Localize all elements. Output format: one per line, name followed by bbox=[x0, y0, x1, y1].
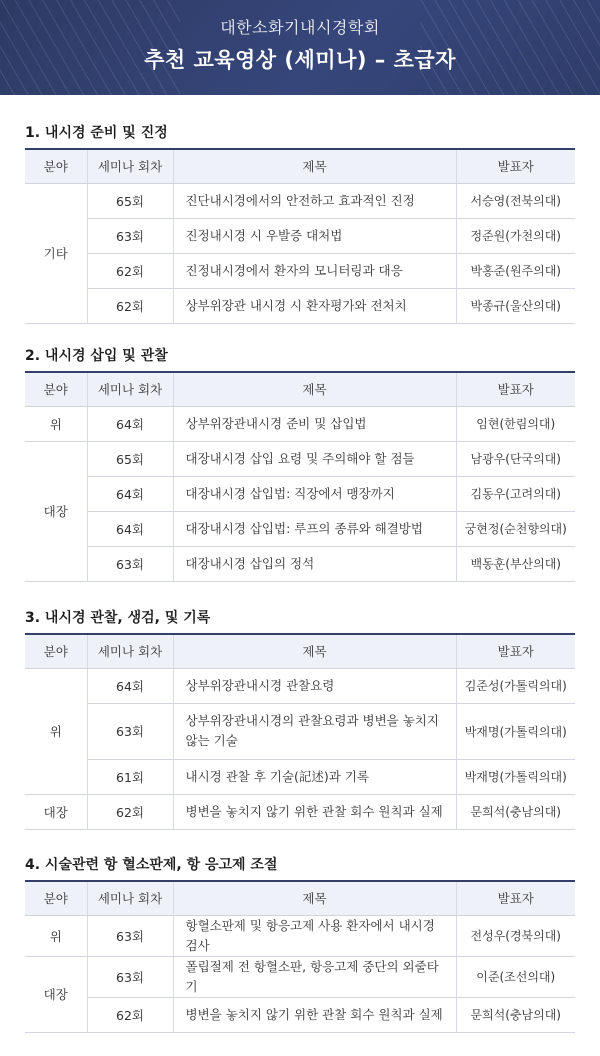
session-cell: 63회 bbox=[87, 915, 173, 956]
column-header-title: 제목 bbox=[173, 149, 456, 183]
field-cell: 기타 bbox=[25, 183, 87, 323]
session-cell: 62회 bbox=[87, 997, 173, 1032]
column-header-presenter: 발표자 bbox=[456, 634, 575, 668]
table-row bbox=[25, 546, 575, 581]
column-header-session: 세미나 회차 bbox=[87, 149, 173, 183]
page-header bbox=[0, 0, 600, 95]
column-header-session: 세미나 회차 bbox=[87, 634, 173, 668]
session-cell: 63회 bbox=[87, 218, 173, 253]
table-header-row bbox=[25, 881, 575, 915]
table-row bbox=[25, 406, 575, 441]
session-cell: 63회 bbox=[87, 703, 173, 759]
page-title: 추천 교육영상 (세미나) – 초급자 bbox=[144, 48, 456, 72]
column-header-field: 분야 bbox=[25, 634, 87, 668]
presenter-cell: 문희석(충남의대) bbox=[456, 794, 575, 829]
table-row bbox=[25, 794, 575, 829]
session-cell: 63회 bbox=[87, 546, 173, 581]
section-title: 2. 내시경 삽입 및 관찰 bbox=[25, 348, 168, 364]
table-row bbox=[25, 668, 575, 703]
table-row bbox=[25, 759, 575, 794]
session-cell: 65회 bbox=[87, 441, 173, 476]
presenter-cell: 문희석(충남의대) bbox=[456, 997, 575, 1032]
table-row bbox=[25, 997, 575, 1032]
presenter-cell: 김동우(고려의대) bbox=[456, 476, 575, 511]
session-cell: 61회 bbox=[87, 759, 173, 794]
column-header-field: 분야 bbox=[25, 149, 87, 183]
title-cell: 항혈소판제 및 항응고제 사용 환자에서 내시경 검사 bbox=[173, 915, 456, 956]
title-cell: 상부위장관내시경 관찰요령 bbox=[173, 668, 456, 703]
field-cell: 위 bbox=[25, 915, 87, 956]
title-cell: 진정내시경 시 우발증 대처법 bbox=[173, 218, 456, 253]
presenter-cell: 박재명(가톨릭의대) bbox=[456, 759, 575, 794]
table-row bbox=[25, 441, 575, 476]
column-header-presenter: 발표자 bbox=[456, 372, 575, 406]
column-header-session: 세미나 회차 bbox=[87, 881, 173, 915]
presenter-cell: 박홍준(원주의대) bbox=[456, 253, 575, 288]
session-cell: 62회 bbox=[87, 794, 173, 829]
presenter-cell: 정준원(가천의대) bbox=[456, 218, 575, 253]
title-cell: 대장내시경 삽입법: 루프의 종류와 해결방법 bbox=[173, 511, 456, 546]
title-cell: 폴립절제 전 항혈소판, 항응고제 중단의 외줄타기 bbox=[173, 956, 456, 997]
table-row bbox=[25, 956, 575, 997]
presenter-cell: 이준(조선의대) bbox=[456, 956, 575, 997]
table-header-row bbox=[25, 634, 575, 668]
field-cell: 위 bbox=[25, 406, 87, 441]
section-title: 4. 시술관련 항 혈소판제, 항 응고제 조절 bbox=[25, 857, 278, 873]
column-header-title: 제목 bbox=[173, 634, 456, 668]
table-header-row bbox=[25, 149, 575, 183]
session-cell: 64회 bbox=[87, 511, 173, 546]
column-header-presenter: 발표자 bbox=[456, 149, 575, 183]
field-cell: 대장 bbox=[25, 794, 87, 829]
seminar-table bbox=[25, 148, 575, 324]
section-title: 1. 내시경 준비 및 진정 bbox=[25, 125, 168, 141]
column-header-field: 분야 bbox=[25, 372, 87, 406]
table-row bbox=[25, 511, 575, 546]
field-cell: 대장 bbox=[25, 441, 87, 581]
table-row bbox=[25, 915, 575, 956]
presenter-cell: 전성우(경북의대) bbox=[456, 915, 575, 956]
title-cell: 대장내시경 삽입의 정석 bbox=[173, 546, 456, 581]
title-cell: 대장내시경 삽입 요령 및 주의해야 할 점들 bbox=[173, 441, 456, 476]
column-header-title: 제목 bbox=[173, 881, 456, 915]
table-row bbox=[25, 288, 575, 323]
table-row bbox=[25, 183, 575, 218]
session-cell: 62회 bbox=[87, 288, 173, 323]
title-cell: 대장내시경 삽입법: 직장에서 맹장까지 bbox=[173, 476, 456, 511]
table-row bbox=[25, 218, 575, 253]
field-cell: 위 bbox=[25, 668, 87, 794]
table-header-row bbox=[25, 372, 575, 406]
field-cell: 대장 bbox=[25, 956, 87, 1032]
session-cell: 65회 bbox=[87, 183, 173, 218]
presenter-cell: 남광우(단국의대) bbox=[456, 441, 575, 476]
title-cell: 진단내시경에서의 안전하고 효과적인 진정 bbox=[173, 183, 456, 218]
title-cell: 진정내시경에서 환자의 모니터링과 대응 bbox=[173, 253, 456, 288]
title-cell: 내시경 관찰 후 기술(記述)과 기록 bbox=[173, 759, 456, 794]
section-title: 3. 내시경 관찰, 생검, 및 기록 bbox=[25, 610, 211, 626]
title-cell: 상부위장관내시경의 관찰요령과 병변을 놓치지 않는 기술 bbox=[173, 703, 456, 759]
title-cell: 병변을 놓치지 않기 위한 관찰 회수 원칙과 실제 bbox=[173, 794, 456, 829]
session-cell: 64회 bbox=[87, 476, 173, 511]
session-cell: 63회 bbox=[87, 956, 173, 997]
presenter-cell: 김준성(가톨릭의대) bbox=[456, 668, 575, 703]
presenter-cell: 서승영(전북의대) bbox=[456, 183, 575, 218]
seminar-table bbox=[25, 371, 575, 582]
title-cell: 상부위장관내시경 준비 및 삽입법 bbox=[173, 406, 456, 441]
session-cell: 64회 bbox=[87, 668, 173, 703]
organization-name: 대한소화기내시경학회 bbox=[220, 18, 380, 37]
presenter-cell: 백동훈(부산의대) bbox=[456, 546, 575, 581]
presenter-cell: 임현(한림의대) bbox=[456, 406, 575, 441]
column-header-title: 제목 bbox=[173, 372, 456, 406]
table-row bbox=[25, 703, 575, 759]
session-cell: 64회 bbox=[87, 406, 173, 441]
column-header-session: 세미나 회차 bbox=[87, 372, 173, 406]
seminar-table bbox=[25, 880, 575, 1033]
column-header-field: 분야 bbox=[25, 881, 87, 915]
table-row bbox=[25, 253, 575, 288]
session-cell: 62회 bbox=[87, 253, 173, 288]
title-cell: 병변을 놓치지 않기 위한 관찰 회수 원칙과 실제 bbox=[173, 997, 456, 1032]
title-cell: 상부위장관 내시경 시 환자평가와 전처치 bbox=[173, 288, 456, 323]
seminar-table bbox=[25, 633, 575, 830]
column-header-presenter: 발표자 bbox=[456, 881, 575, 915]
presenter-cell: 박종규(울산의대) bbox=[456, 288, 575, 323]
presenter-cell: 궁현정(순천향의대) bbox=[456, 511, 575, 546]
presenter-cell: 박재명(가톨릭의대) bbox=[456, 703, 575, 759]
table-row bbox=[25, 476, 575, 511]
